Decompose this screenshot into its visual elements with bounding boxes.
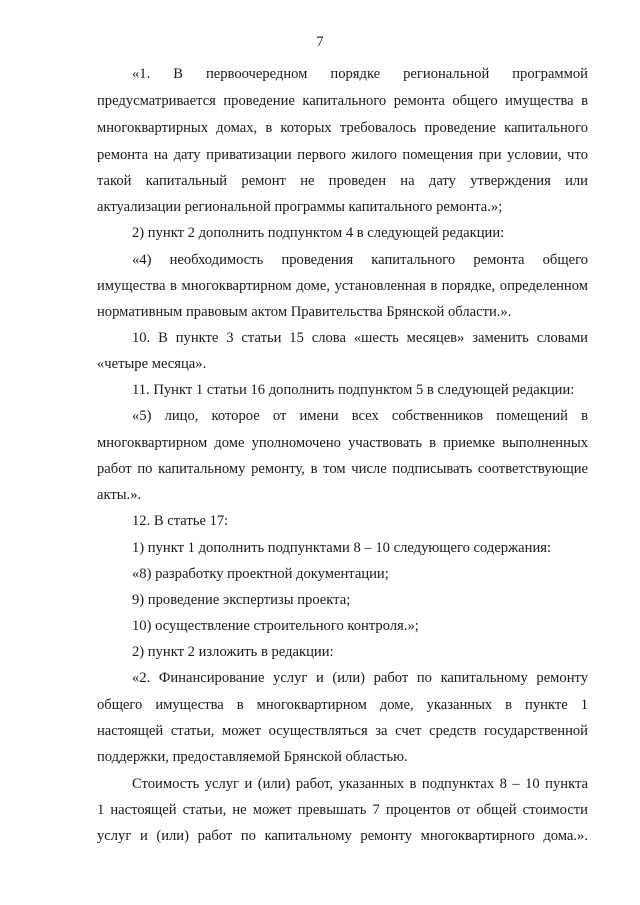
text-line: «4) необходимость проведения капитального ремонта общего (132, 252, 588, 268)
page-number: 7 (316, 34, 324, 50)
text-line: 10. В пункте 3 статьи 15 слова «шесть месяцев» заменить словами (132, 330, 588, 346)
text-line: такой капитальный ремонт не проведен на дату утверждения или (97, 173, 588, 189)
text-line: поддержки, предоставляемой Брянской областью. (97, 749, 408, 765)
text-line: 9) проведение экспертизы проекта; (132, 592, 351, 608)
text-line: 1 настоящей статьи, не может превышать 7 процентов от общей стоимости (97, 802, 588, 818)
text-line: общего имущества в многоквартирном доме, указанных в пункте 1 (97, 697, 588, 713)
text-line: настоящей статьи, может осуществляться за счет средств государственной (97, 723, 588, 739)
text-line: акты.». (97, 487, 142, 503)
text-line: 11. Пункт 1 статьи 16 дополнить подпунктом 5 в следующей редакции: (132, 382, 575, 398)
text-line: «5) лицо, которое от имени всех собственников помещений в (132, 408, 588, 424)
text-line: ремонта на дату приватизации первого жилого помещения при условии, что (97, 147, 588, 163)
text-line: «8) разработку проектной документации; (132, 566, 389, 582)
text-line: 2) пункт 2 дополнить подпунктом 4 в следующей редакции: (132, 225, 505, 241)
text-line: 1) пункт 1 дополнить подпунктами 8 – 10 следующего содержания: (132, 540, 552, 556)
text-line: Стоимость услуг и (или) работ, указанных в подпунктах 8 – 10 пункта (132, 776, 588, 792)
text-line: «четыре месяца». (97, 356, 207, 372)
text-line: имущества в многоквартирном доме, установленная в порядке, определенном (97, 278, 588, 294)
text-line: 2) пункт 2 изложить в редакции: (132, 644, 334, 660)
text-line: «1. В первоочередном порядке региональной программой (132, 66, 588, 82)
text-line: работ по капитальному ремонту, в том числе подписывать соответствующие (97, 461, 588, 477)
text-line: многоквартирных домах, в которых требовалось проведение капитального (97, 120, 588, 136)
text-line: актуализации региональной программы капитального ремонта.»; (97, 199, 503, 215)
text-line: услуг и (или) работ по капитальному ремонту многоквартирного дома.». (97, 828, 588, 844)
text-line: 12. В статье 17: (132, 513, 229, 529)
text-line: предусматривается проведение капитального ремонта общего имущества в (97, 93, 588, 109)
text-line: нормативным правовым актом Правительства Брянской области.». (97, 304, 512, 320)
text-line: «2. Финансирование услуг и (или) работ по капитальному ремонту (132, 670, 588, 686)
text-line: многоквартирном доме уполномочено участвовать в приемке выполненных (97, 435, 588, 451)
text-line: 10) осуществление строительного контроля.»; (132, 618, 419, 634)
